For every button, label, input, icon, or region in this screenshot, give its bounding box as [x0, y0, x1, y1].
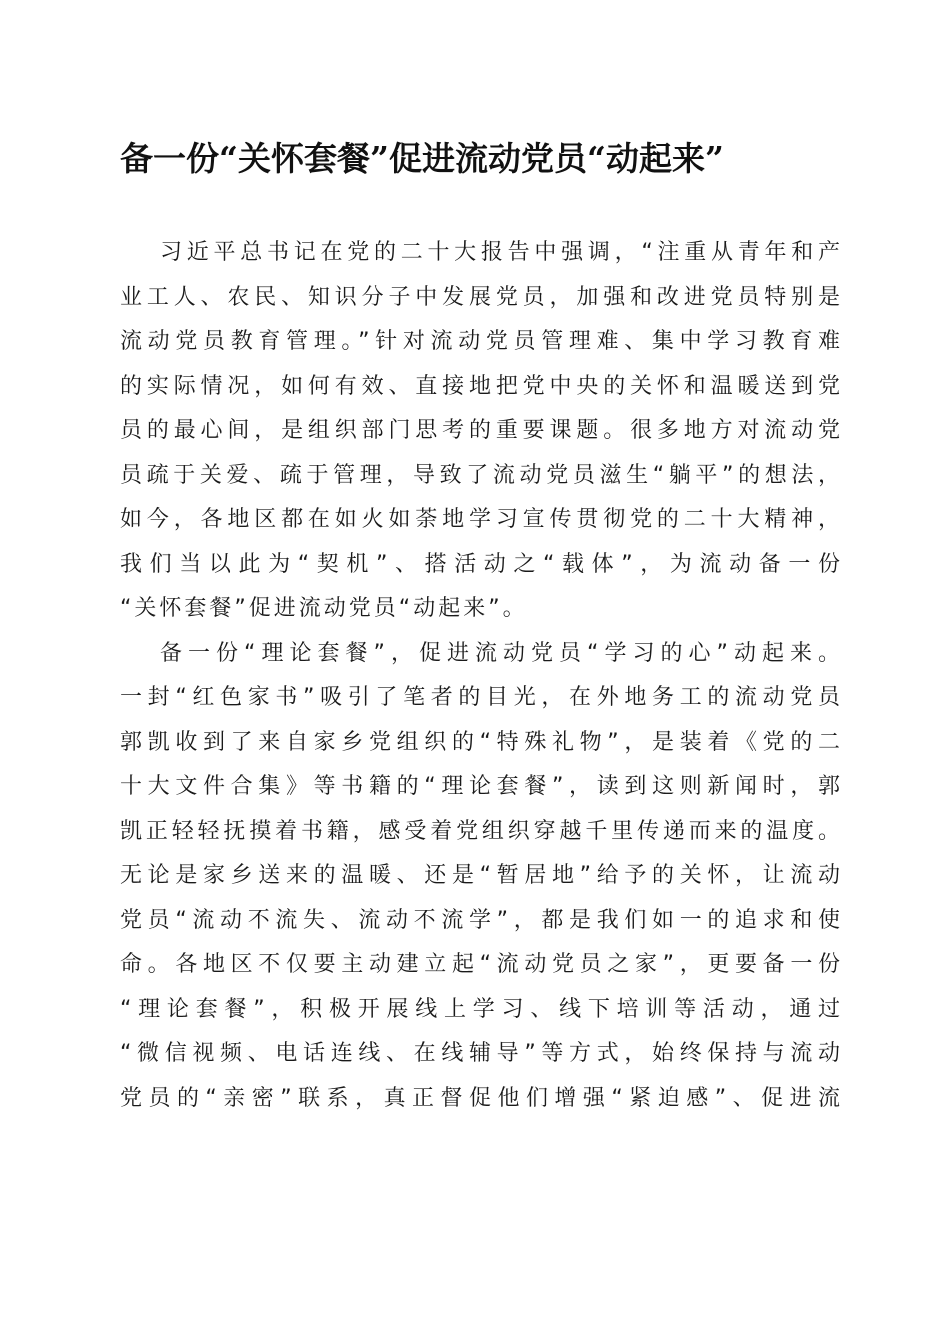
- article-title: 备一份“关怀套餐”促进流动党员“动起来”: [120, 139, 724, 178]
- text-line: 无论是家乡送来的温暖、还是“暂居地”给予的关怀，让流动: [120, 863, 840, 888]
- text-line: 凯正轻轻抚摸着书籍，感受着党组织穿越千里传递而来的温度。: [120, 818, 840, 844]
- text-line: 党员的“亲密”联系，真正督促他们增强“紧迫感”、促进流: [120, 1085, 840, 1111]
- text-line: 命。各地区不仅要主动建立起“流动党员之家”，更要备一份: [120, 952, 840, 977]
- text-line: 员的最心间，是组织部门思考的重要课题。很多地方对流动党: [120, 418, 840, 443]
- text-line: 流动党员教育管理。”针对流动党员管理难、集中学习教育难: [120, 329, 840, 354]
- text-line: “关怀套餐”促进流动党员“动起来”。: [120, 596, 528, 621]
- text-line: 一封“红色家书”吸引了笔者的目光，在外地务工的流动党员: [120, 685, 840, 710]
- text-line: “微信视频、电话连线、在线辅导”等方式，始终保持与流动: [120, 1041, 840, 1066]
- text-line: “理论套餐”，积极开展线上学习、线下培训等活动，通过: [120, 996, 840, 1022]
- text-line: 郭凯收到了来自家乡党组织的“特殊礼物”，是装着《党的二: [120, 729, 840, 755]
- text-line: 党员“流动不流失、流动不流学”，都是我们如一的追求和使: [120, 907, 840, 933]
- text-line: 我们当以此为“契机”、搭活动之“载体”，为流动备一份: [120, 551, 840, 577]
- text-line: 如今，各地区都在如火如荼地学习宣传贯彻党的二十大精神，: [120, 507, 840, 532]
- article-body: [120, 235, 840, 1125]
- text-line: 习近平总书记在党的二十大报告中强调，“注重从青年和产: [160, 240, 840, 265]
- text-line: 备一份“理论套餐”，促进流动党员“学习的心”动起来。: [160, 640, 840, 666]
- text-line: 的实际情况，如何有效、直接地把党中央的关怀和温暖送到党: [120, 373, 840, 399]
- text-line: 员疏于关爱、疏于管理，导致了流动党员滋生“躺平”的想法，: [120, 462, 840, 488]
- text-line: 十大文件合集》等书籍的“理论套餐”，读到这则新闻时，郭: [120, 774, 840, 799]
- paragraph-intro: [120, 235, 840, 636]
- paragraph-theory-package: [120, 636, 840, 1126]
- text-line: 业工人、农民、知识分子中发展党员，加强和改进党员特别是: [120, 284, 840, 310]
